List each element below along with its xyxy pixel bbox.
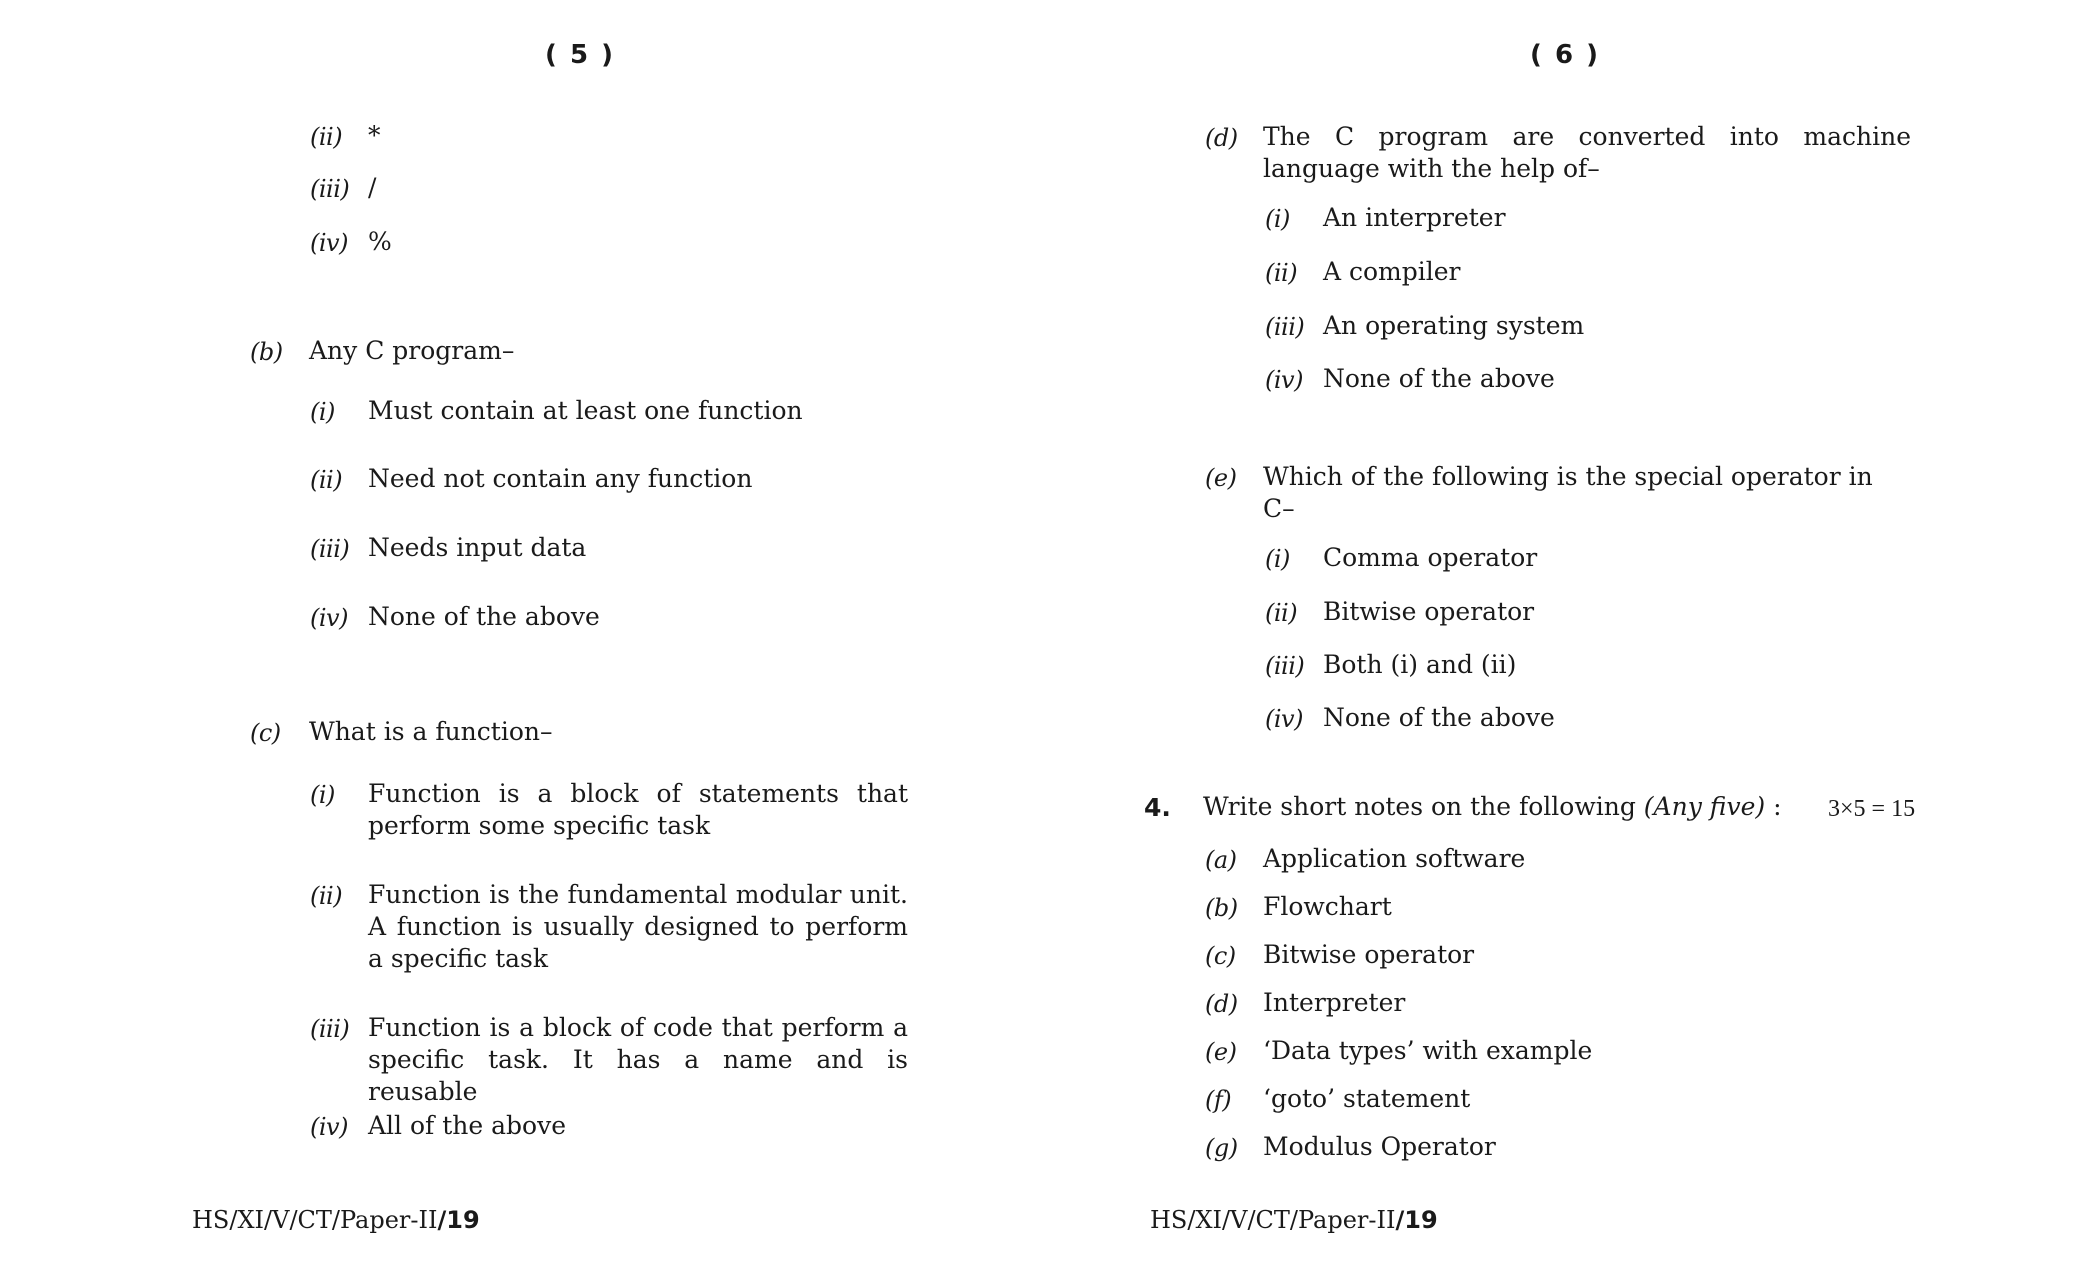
option-label: (iv) xyxy=(310,229,348,257)
question-text: Which of the following is the special operator in C– xyxy=(1263,462,1873,523)
option-text: None of the above xyxy=(368,602,600,631)
option-text: / xyxy=(368,173,377,202)
option-text: None of the above xyxy=(1323,364,1555,393)
option-text: Function is the fundamental modular unit. A function is usually designed to perform a specific task xyxy=(368,880,908,973)
item-text: ‘goto’ statement xyxy=(1263,1084,1471,1113)
option-label: (ii) xyxy=(310,466,343,494)
question-text-end: : xyxy=(1765,792,1782,821)
option-label: (iv) xyxy=(310,604,348,632)
option-label: (ii) xyxy=(310,123,343,151)
question-label: (d) xyxy=(1205,124,1238,152)
question-text: The C program are converted into machine language with the help of– xyxy=(1263,122,1911,183)
question-number: 4. xyxy=(1144,793,1171,822)
item-label: (f) xyxy=(1205,1086,1232,1114)
marks: 3×5 = 15 xyxy=(1828,796,1916,822)
option-text: * xyxy=(368,121,381,150)
option-text: Both (i) and (ii) xyxy=(1323,650,1517,679)
question-label: (e) xyxy=(1205,464,1237,492)
footer-suffix: /19 xyxy=(437,1206,480,1234)
option-label: (i) xyxy=(1265,205,1290,233)
question-text: Any C program– xyxy=(309,336,515,365)
option-text: Function is a block of statements that perform some specific task xyxy=(368,779,908,840)
option-text: An operating system xyxy=(1323,311,1585,340)
item-label: (a) xyxy=(1205,846,1237,874)
item-text: Flowchart xyxy=(1263,892,1392,921)
option-label: (i) xyxy=(310,781,335,809)
page-footer xyxy=(1150,1206,1438,1234)
item-text: Bitwise operator xyxy=(1263,940,1475,969)
footer-code: HS/XI/V/CT/Paper-II xyxy=(192,1206,438,1234)
item-label: (c) xyxy=(1205,942,1236,970)
page-footer xyxy=(192,1206,480,1234)
option-label: (iii) xyxy=(1265,313,1305,341)
option-text: Must contain at least one function xyxy=(368,396,803,425)
item-text: Interpreter xyxy=(1263,988,1406,1017)
option-text: Function is a block of code that perform a specific task. It has a name and is reusable xyxy=(368,1013,908,1106)
option-text: Bitwise operator xyxy=(1323,597,1535,626)
option-text: None of the above xyxy=(1323,703,1555,732)
question-text-qualifier: (Any five) xyxy=(1643,792,1766,821)
option-text: Need not contain any function xyxy=(368,464,753,493)
option-label: (ii) xyxy=(1265,599,1298,627)
option-label: (i) xyxy=(310,398,335,426)
item-text: ‘Data types’ with example xyxy=(1263,1036,1593,1065)
item-text: Application software xyxy=(1263,844,1526,873)
option-label: (iii) xyxy=(1265,652,1305,680)
option-label: (ii) xyxy=(1265,259,1298,287)
option-text: Comma operator xyxy=(1323,543,1538,572)
option-label: (iv) xyxy=(1265,366,1303,394)
page-6 xyxy=(1050,0,2100,1275)
question-label: (b) xyxy=(250,338,283,366)
question-text: What is a function– xyxy=(309,717,553,746)
item-text: Modulus Operator xyxy=(1263,1132,1496,1161)
question-label: (c) xyxy=(250,719,281,747)
question-text xyxy=(1203,791,1782,823)
page-number: ( 5 ) xyxy=(545,40,615,70)
option-text: % xyxy=(368,227,392,256)
page-number: ( 6 ) xyxy=(1530,40,1600,70)
item-label: (b) xyxy=(1205,894,1238,922)
footer-suffix: /19 xyxy=(1395,1206,1438,1234)
option-text: An interpreter xyxy=(1323,203,1506,232)
option-label: (iii) xyxy=(310,175,350,203)
option-text: Needs input data xyxy=(368,533,587,562)
question-text-main: Write short notes on the following xyxy=(1203,792,1644,821)
item-label: (g) xyxy=(1205,1134,1238,1162)
item-label: (e) xyxy=(1205,1038,1237,1066)
option-label: (iv) xyxy=(310,1113,348,1141)
option-label: (i) xyxy=(1265,545,1290,573)
option-label: (iii) xyxy=(310,1015,350,1043)
option-label: (iv) xyxy=(1265,705,1303,733)
option-text: A compiler xyxy=(1323,257,1461,286)
item-label: (d) xyxy=(1205,990,1238,1018)
option-label: (ii) xyxy=(310,882,343,910)
footer-code: HS/XI/V/CT/Paper-II xyxy=(1150,1206,1396,1234)
option-label: (iii) xyxy=(310,535,350,563)
option-text: All of the above xyxy=(368,1111,567,1140)
